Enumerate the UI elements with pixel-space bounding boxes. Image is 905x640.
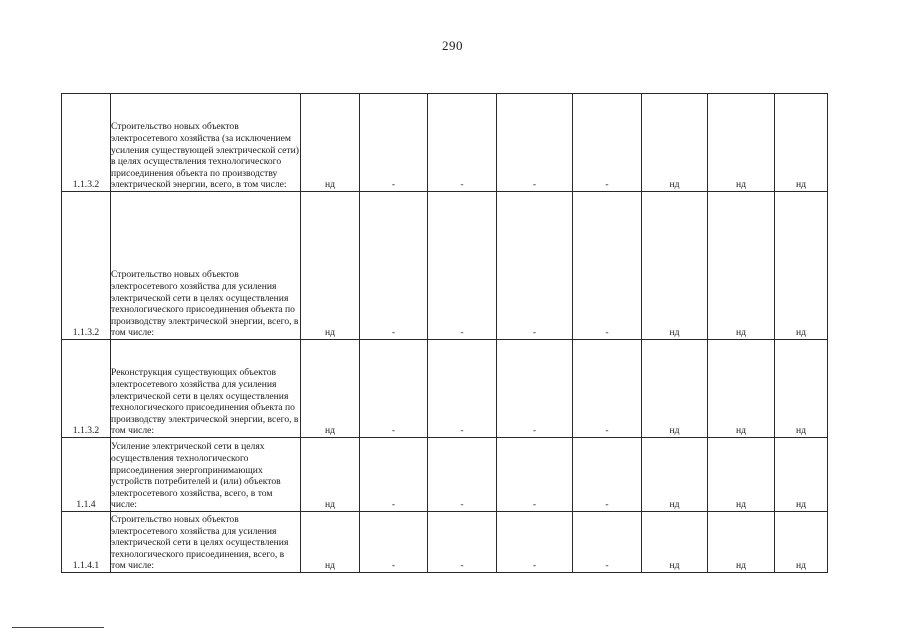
row-value-1: - — [360, 94, 428, 192]
row-unit: нд — [301, 438, 360, 512]
row-value-3: - — [497, 438, 573, 512]
row-value-3: - — [497, 340, 573, 438]
table-row — [62, 192, 828, 340]
row-description: Реконструкция существующих объектов электросетевого хозяйства для усиления электрической сети в целях осуществления технологического присоединения объекта по производству электрической энергии, всего, в том числе: — [111, 340, 301, 438]
row-value-1: - — [360, 340, 428, 438]
row-code: 1.1.4 — [62, 438, 111, 512]
row-value-4: - — [573, 94, 642, 192]
row-value-7: нд — [775, 192, 828, 340]
data-table — [61, 93, 828, 573]
row-value-1: - — [360, 438, 428, 512]
row-value-3: - — [497, 512, 573, 573]
row-value-6: нд — [708, 340, 775, 438]
row-unit: нд — [301, 192, 360, 340]
row-description: Строительство новых объектов электросетевого хозяйства для усиления электрической сети в целях осуществления технологического присоединения, всего, в том числе: — [111, 512, 301, 573]
row-value-1: - — [360, 192, 428, 340]
row-value-2: - — [428, 192, 497, 340]
row-value-5: нд — [642, 438, 708, 512]
row-value-7: нд — [775, 94, 828, 192]
table-row — [62, 340, 828, 438]
row-unit: нд — [301, 340, 360, 438]
row-unit: нд — [301, 94, 360, 192]
row-value-5: нд — [642, 512, 708, 573]
row-value-2: - — [428, 512, 497, 573]
row-value-7: нд — [775, 438, 828, 512]
row-value-2: - — [428, 438, 497, 512]
row-code: 1.1.3.2 — [62, 94, 111, 192]
row-value-5: нд — [642, 192, 708, 340]
row-value-5: нд — [642, 94, 708, 192]
row-value-4: - — [573, 340, 642, 438]
row-value-4: - — [573, 512, 642, 573]
table-row — [62, 438, 828, 512]
row-value-7: нд — [775, 340, 828, 438]
footnote-separator — [12, 627, 104, 628]
row-description: Усиление электрической сети в целях осуществления технологического присоединения энергопринимающих устройств потребителей и (или) объектов электросетевого хозяйства, всего, в том числе: — [111, 438, 301, 512]
row-description: Строительство новых объектов электросетевого хозяйства (за исключением усиления существующей электрической сети) в целях осуществления технологического присоединения объекта по производству электрической энергии, всего, в том числе: — [111, 94, 301, 192]
row-unit: нд — [301, 512, 360, 573]
row-value-1: - — [360, 512, 428, 573]
row-code: 1.1.3.2 — [62, 192, 111, 340]
row-value-7: нд — [775, 512, 828, 573]
row-value-6: нд — [708, 512, 775, 573]
row-value-4: - — [573, 438, 642, 512]
row-value-6: нд — [708, 94, 775, 192]
row-value-2: - — [428, 340, 497, 438]
table-row — [62, 94, 828, 192]
row-value-3: - — [497, 94, 573, 192]
row-value-6: нд — [708, 192, 775, 340]
row-value-5: нд — [642, 340, 708, 438]
row-value-6: нд — [708, 438, 775, 512]
row-value-4: - — [573, 192, 642, 340]
table-row — [62, 512, 828, 573]
row-code: 1.1.3.2 — [62, 340, 111, 438]
row-description: Строительство новых объектов электросетевого хозяйства для усиления электрической сети в целях осуществления технологического присоединения объекта по производству электрической энергии, всего, в том числе: — [111, 192, 301, 340]
row-code: 1.1.4.1 — [62, 512, 111, 573]
row-value-2: - — [428, 94, 497, 192]
page-number: 290 — [442, 38, 463, 53]
row-value-3: - — [497, 192, 573, 340]
